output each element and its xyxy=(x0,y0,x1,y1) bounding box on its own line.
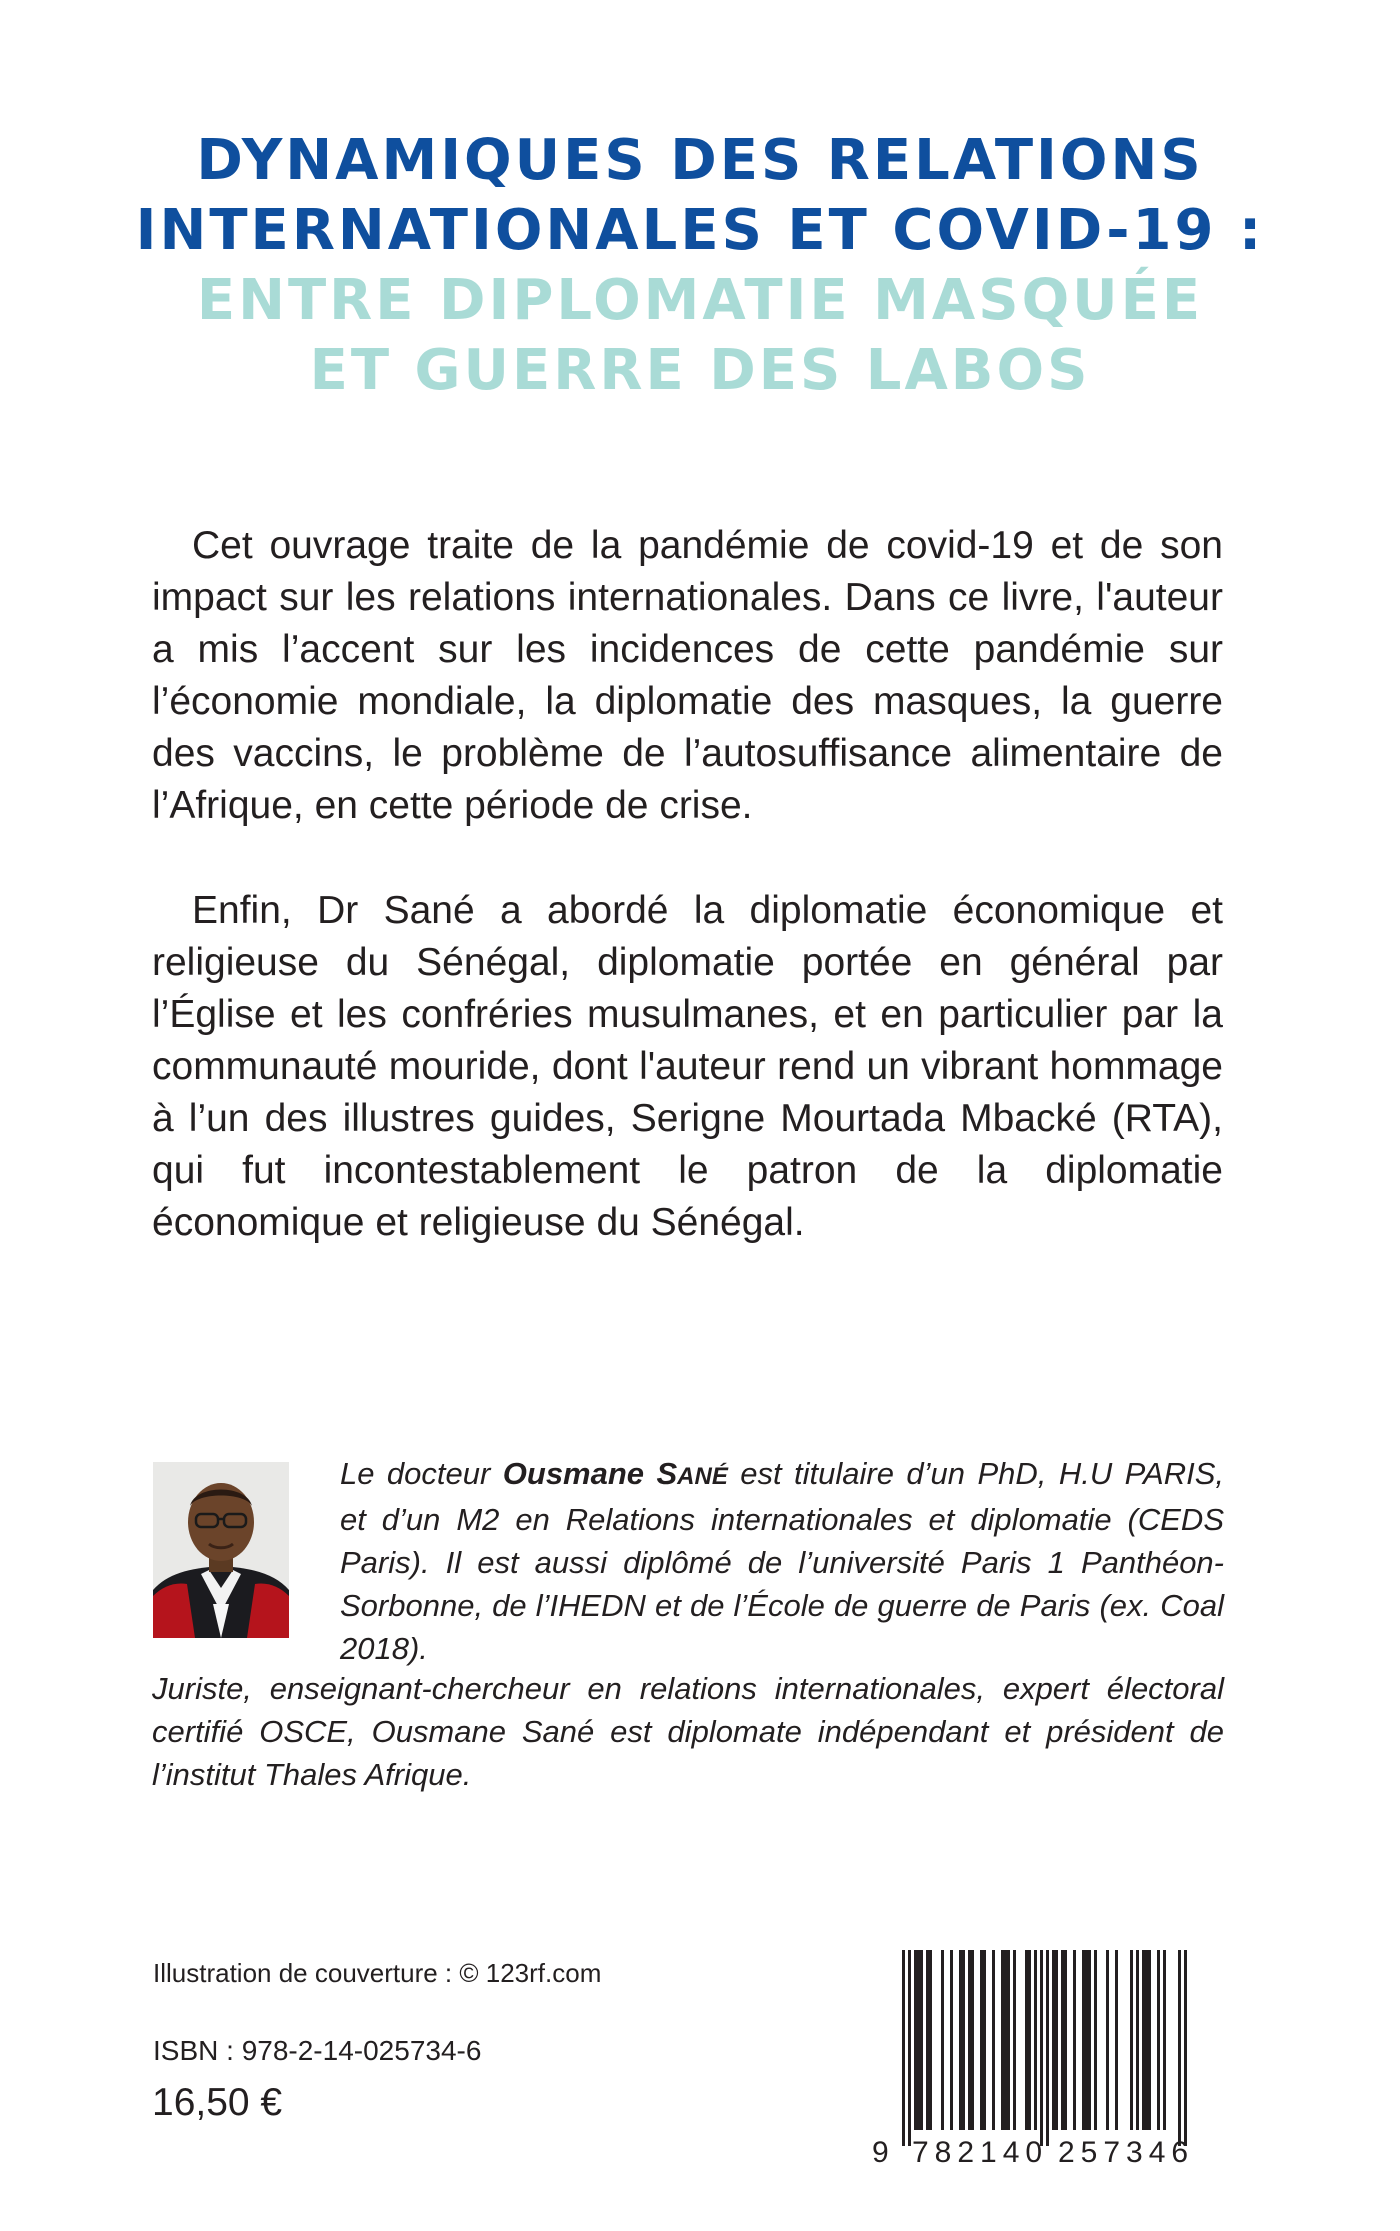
author-name-first: Ousmane S xyxy=(502,1456,678,1491)
barcode-bar xyxy=(1013,1950,1016,2130)
barcode-bar xyxy=(908,1950,911,2146)
author-name-smallcaps: ANÉ xyxy=(677,1463,728,1490)
barcode-bars xyxy=(902,1950,1187,2146)
barcode-bar xyxy=(962,1950,965,2130)
barcode-bar xyxy=(1094,1950,1097,2130)
barcode-bar xyxy=(914,1950,917,2130)
barcode-bar xyxy=(920,1950,923,2130)
barcode-bar xyxy=(902,1950,905,2146)
summary-paragraph-1: Cet ouvrage traite de la pandémie de covid-19 et de son impact sur les relations internationales. Dans ce livre, l'auteur a mis l’accent sur les incidences de cette pandémie sur l’économie mondiale, la diplomatie des masques, la guerre des vaccins, le problème de l’autosuffisance alimentaire de l’Afrique, en cette période de crise. xyxy=(152,524,1223,827)
barcode-bar xyxy=(1085,1950,1088,2130)
barcode-bar xyxy=(992,1950,995,2130)
barcode-bar xyxy=(980,1950,983,2130)
barcode-bar xyxy=(929,1950,932,2130)
author-portrait-illustration xyxy=(153,1462,289,1638)
barcode-bar xyxy=(1040,1950,1043,2146)
barcode-bar xyxy=(1130,1950,1133,2130)
barcode-bar xyxy=(1061,1950,1064,2130)
barcode-bar xyxy=(1106,1950,1109,2130)
barcode-bar xyxy=(1001,1950,1004,2130)
barcode-bar xyxy=(917,1950,920,2130)
barcode-bar xyxy=(971,1950,974,2130)
title-line-1: DYNAMIQUES DES RELATIONS xyxy=(196,128,1204,193)
barcode-bar xyxy=(1052,1950,1055,2130)
barcode-bar xyxy=(1025,1950,1028,2130)
price: 16,50 € xyxy=(152,2081,283,2124)
barcode-bar xyxy=(926,1950,929,2130)
barcode-bar xyxy=(1064,1950,1067,2130)
subtitle-line-2: ET GUERRE DES LABOS xyxy=(309,338,1091,403)
isbn: ISBN : 978-2-14-025734-6 xyxy=(153,2035,482,2066)
barcode-bar xyxy=(1157,1950,1160,2130)
barcode-bar xyxy=(1088,1950,1091,2130)
author-bio-continued: Juriste, enseignant-chercheur en relations internationales, expert électoral certifié OSCE, Ousmane Sané est diplomate indépendant et président de l’institut Thales Afrique. xyxy=(152,1671,1224,1792)
barcode-bar xyxy=(968,1950,971,2130)
barcode-left-digits: 782140 xyxy=(912,2136,1049,2169)
barcode-bar xyxy=(1034,1950,1037,2130)
barcode-bar xyxy=(1115,1950,1118,2130)
author-name xyxy=(503,1456,728,1491)
barcode-bar xyxy=(1136,1950,1139,2130)
barcode-bar xyxy=(1004,1950,1007,2130)
barcode-bar xyxy=(1142,1950,1145,2130)
barcode-bar xyxy=(1178,1950,1181,2146)
subtitle-line-1: ENTRE DIPLOMATIE MASQUÉE xyxy=(196,268,1204,333)
barcode-right-digits: 257346 xyxy=(1058,2136,1195,2169)
barcode-bar xyxy=(1145,1950,1148,2130)
barcode-bar xyxy=(1046,1950,1049,2146)
author-bio-prefix: Le docteur xyxy=(340,1456,503,1491)
barcode-first-digit: 9 xyxy=(872,2136,889,2169)
barcode-bar xyxy=(1163,1950,1166,2130)
barcode-bar xyxy=(1148,1950,1151,2130)
barcode-bar xyxy=(1028,1950,1031,2130)
barcode-bar xyxy=(959,1950,962,2130)
author-bio xyxy=(340,1452,1224,1670)
isbn-barcode xyxy=(860,1950,1220,2170)
author-bio-text: est titulaire d’un PhD, H.U PARIS, et d’un M2 en Relations internationales et diplomatie (CEDS Paris). Il est aussi diplômé de l’université Paris 1 Panthéon-Sorbonne, de l’IHEDN et de l’École de guerre de Paris (ex. Coal 2018). xyxy=(340,1456,1224,1666)
barcode-bar xyxy=(1007,1950,1010,2130)
barcode-bar xyxy=(983,1950,986,2130)
barcode-bar xyxy=(1073,1950,1076,2130)
summary-paragraph-2: Enfin, Dr Sané a abordé la diplomatie économique et religieuse du Sénégal, diplomatie portée en général par l’Église et les confréries musulmanes, et en particulier par la communauté mouride, dont l'auteur rend un vibrant hommage à l’un des illustres guides, Serigne Mourtada Mbacké (RTA), qui fut incontestablement le patron de la diplomatie économique et religieuse du Sénégal. xyxy=(152,889,1223,1244)
barcode-bar xyxy=(1055,1950,1058,2130)
title-line-2: INTERNATIONALES ET COVID-19 : xyxy=(135,198,1265,263)
barcode-bar xyxy=(941,1950,944,2130)
illustration-credit: Illustration de couverture : © 123rf.com xyxy=(153,1958,602,1988)
barcode-bar xyxy=(950,1950,953,2130)
author-photo xyxy=(153,1462,289,1638)
barcode-bar xyxy=(1184,1950,1187,2146)
barcode-bar xyxy=(1082,1950,1085,2130)
